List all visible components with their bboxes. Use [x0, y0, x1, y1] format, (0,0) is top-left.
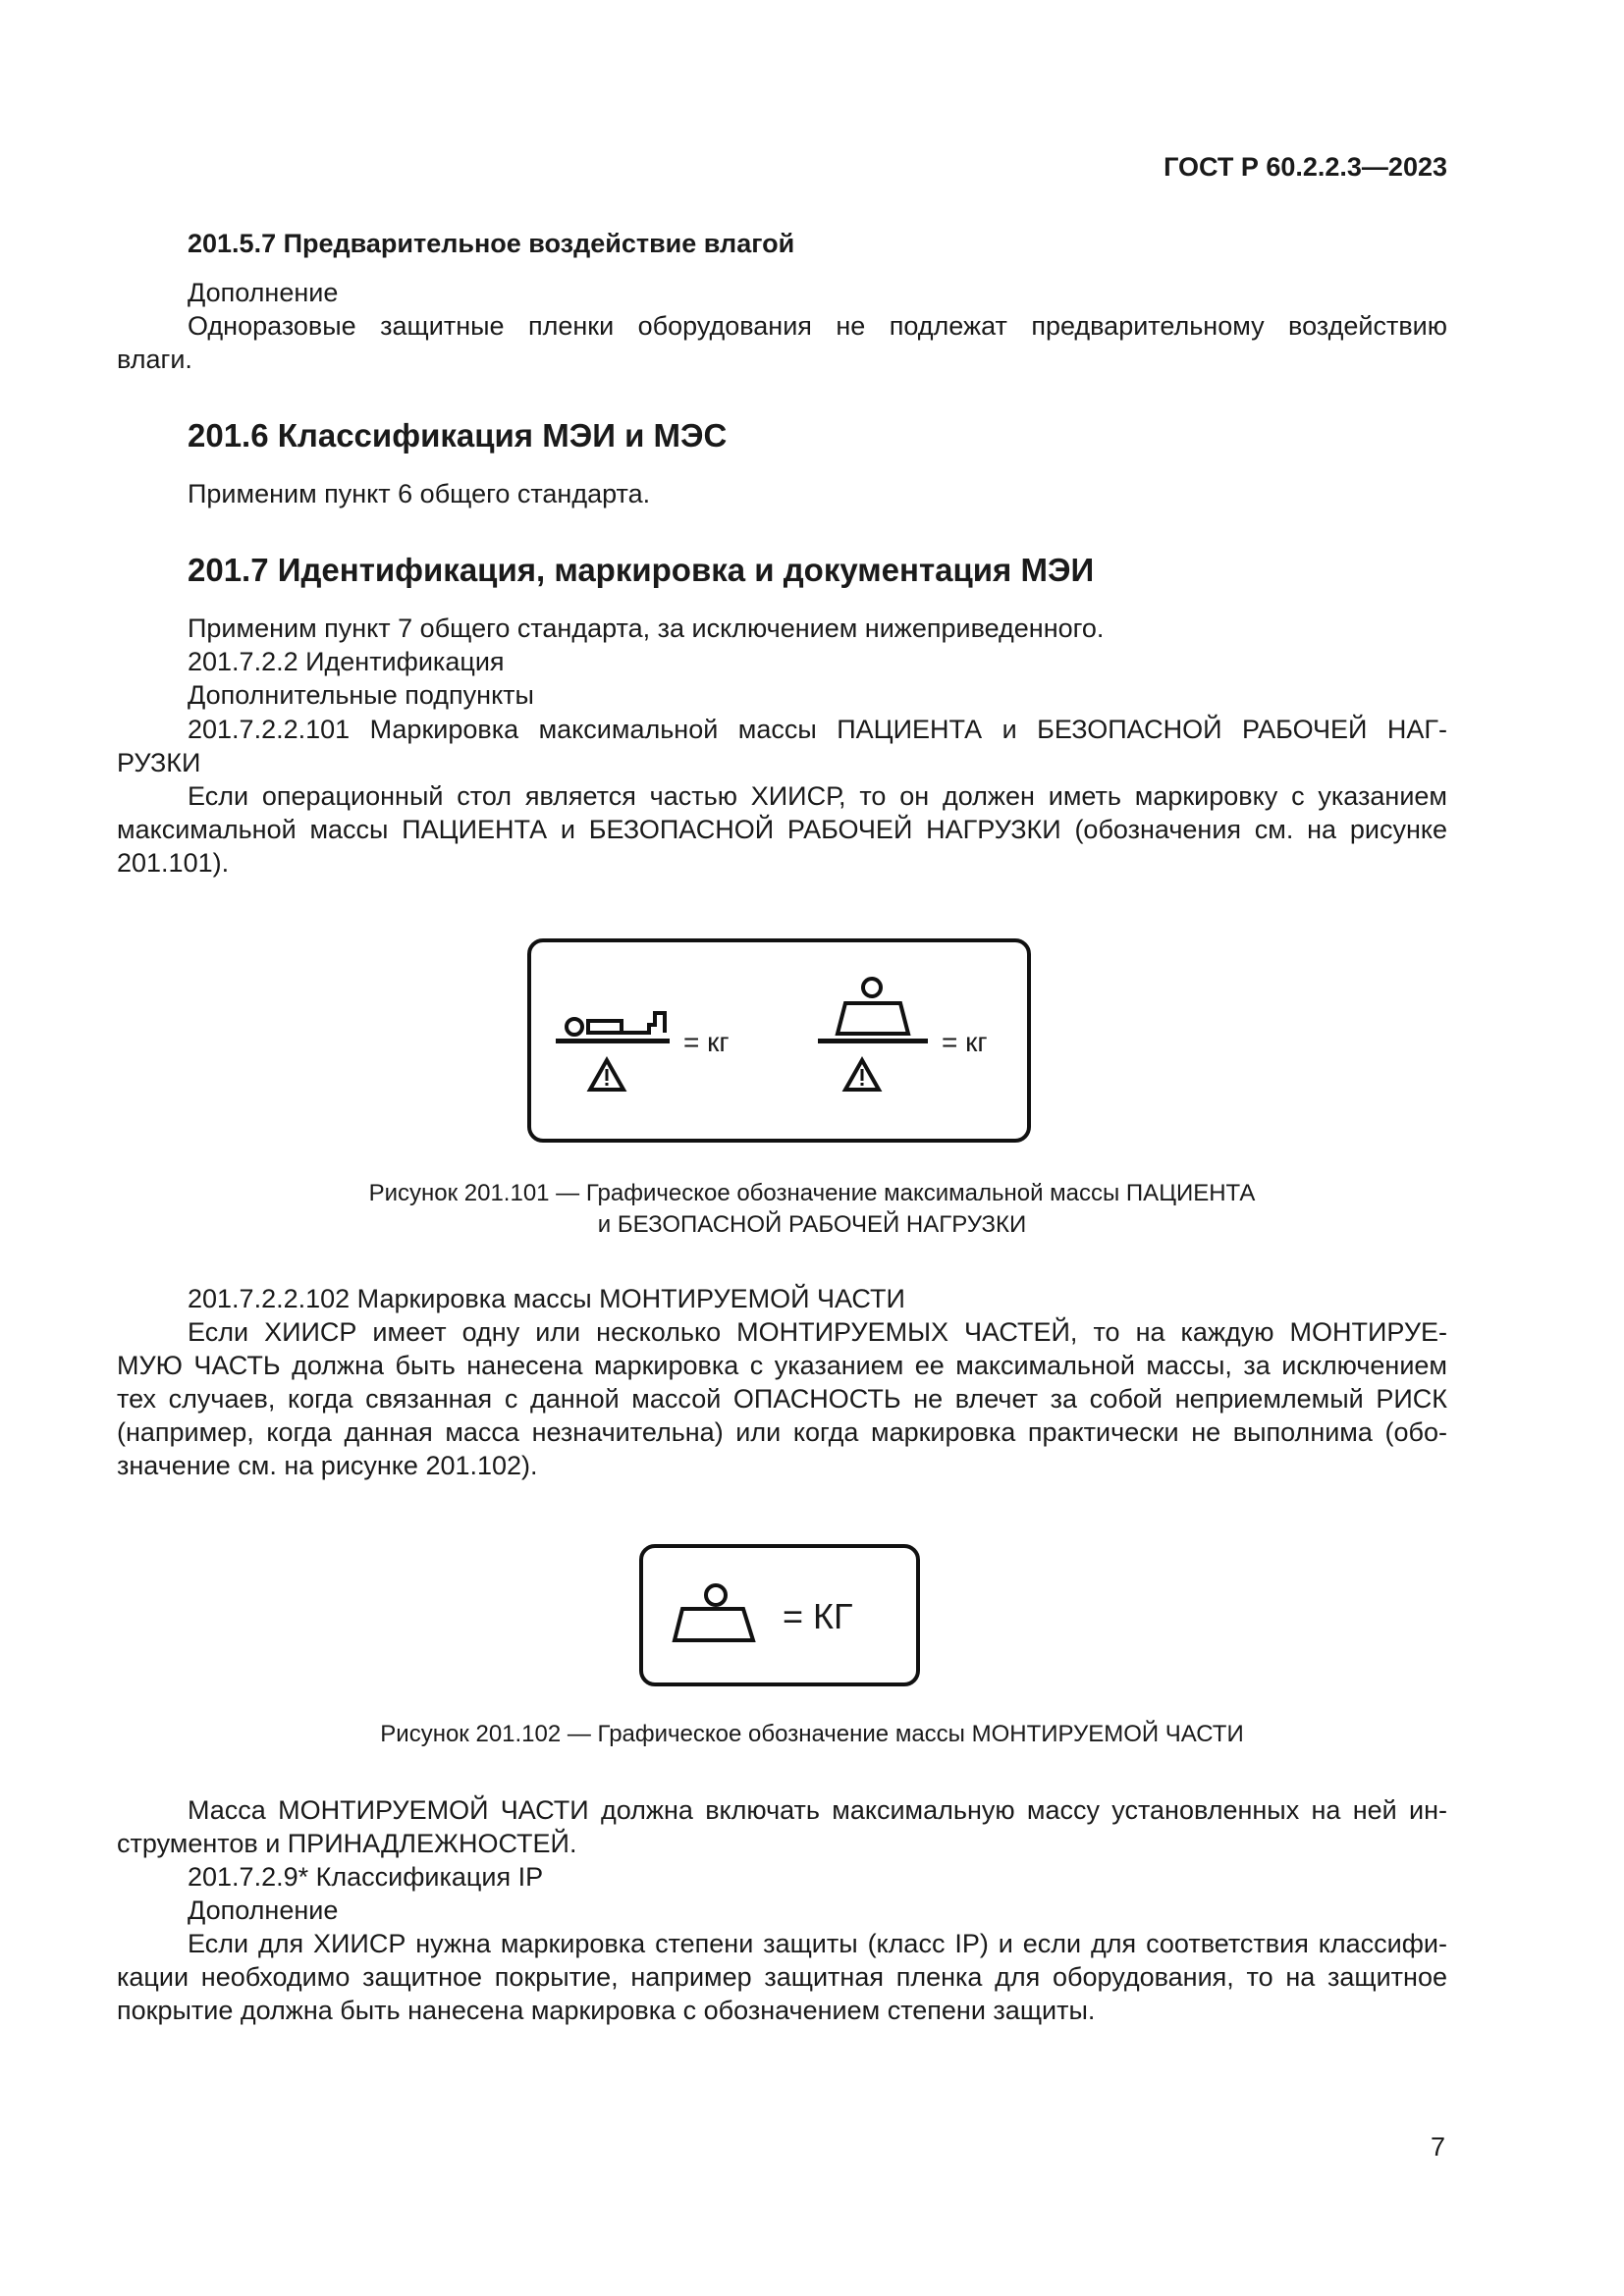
paragraph-line: покрытие должна быть нанесена маркировка с обозначением степени защиты.: [117, 1996, 1096, 2025]
label-supplement: Дополнение: [188, 1896, 339, 1925]
paragraph-line: максимальной массы ПАЦИЕНТА и БЕЗОПАСНОЙ РАБОЧЕЙ НАГРУЗКИ (обозначения см. на рисунке: [117, 815, 1447, 844]
section-heading-201-7: 201.7 Идентификация, маркировка и документация МЭИ: [188, 552, 1095, 588]
unit-label-kg: = КГ: [783, 1596, 853, 1636]
mounted-part-weight-icon: [643, 1548, 916, 1682]
figure-caption: Рисунок 201.102 — Графическое обозначение массы МОНТИРУЕМОЙ ЧАСТИ: [380, 1721, 1244, 1747]
paragraph-line: струментов и ПРИНАДЛЕЖНОСТЕЙ.: [117, 1829, 577, 1858]
paragraph-line: 201.7.2.2.102 Маркировка массы МОНТИРУЕМОЙ ЧАСТИ: [188, 1284, 905, 1313]
paragraph-line: Если операционный стол является частью ХИИСР, то он должен иметь маркировку с указанием: [188, 781, 1447, 811]
paragraph-line: влаги.: [117, 345, 192, 374]
figure-201-102-box: [639, 1544, 920, 1686]
paragraph-line: Масса МОНТИРУЕМОЙ ЧАСТИ должна включать максимальную массу установленных на ней ин-: [188, 1795, 1447, 1825]
paragraph-line: Если для ХИИСР нужна маркировка степени защиты (класс IP) и если для соответствия классифи-: [188, 1929, 1447, 1958]
unit-label-kg: = кг: [683, 1027, 730, 1057]
paragraph-line: Если ХИИСР имеет одну или несколько МОНТИРУЕМЫХ ЧАСТЕЙ, то на каждую МОНТИРУЕ-: [188, 1317, 1447, 1347]
paragraph-line: (например, когда данная масса незначительна) или когда маркировка практически не выполнима (обо-: [117, 1417, 1447, 1447]
paragraph-line: 201.7.2.2.101 Маркировка максимальной массы ПАЦИЕНТА и БЕЗОПАСНОЙ РАБОЧЕЙ НАГ-: [188, 715, 1447, 744]
figure-201-101-box: [527, 938, 1031, 1143]
label-supplement: Дополнение: [188, 278, 339, 307]
paragraph-line: кации необходимо защитное покрытие, например защитная пленка для оборудования, то на защитное: [117, 1962, 1447, 1992]
paragraph-line: тех случаев, когда связанная с данной массой ОПАСНОСТЬ не влечет за собой неприемлемый РИСК: [117, 1384, 1447, 1414]
paragraph-line: МУЮ ЧАСТЬ должна быть нанесена маркировка с указанием ее максимальной массы, за исключением: [117, 1351, 1447, 1380]
paragraph-line: 201.7.2.2 Идентификация: [188, 647, 505, 676]
paragraph-line: Применим пункт 6 общего стандарта.: [188, 479, 651, 508]
figure-caption: и БЕЗОПАСНОЙ РАБОЧЕЙ НАГРУЗКИ: [597, 1211, 1027, 1238]
page-number: 7: [1430, 2132, 1445, 2162]
document-code: ГОСТ Р 60.2.2.3—2023: [1164, 152, 1447, 182]
paragraph-line: 201.101).: [117, 848, 230, 878]
section-heading-201-6: 201.6 Классификация МЭИ и МЭС: [188, 417, 728, 454]
paragraph-line: значение см. на рисунке 201.102).: [117, 1451, 538, 1480]
figure-caption: Рисунок 201.101 — Графическое обозначение максимальной массы ПАЦИЕНТА: [368, 1180, 1256, 1206]
section-title-201-5-7: 201.5.7 Предварительное воздействие влагой: [188, 229, 795, 258]
paragraph-line: Дополнительные подпункты: [188, 680, 534, 710]
paragraph-line: 201.7.2.9* Классификация IP: [188, 1862, 544, 1892]
paragraph-line: Применим пункт 7 общего стандарта, за исключением нижеприведенного.: [188, 614, 1105, 643]
paragraph-line: РУЗКИ: [117, 748, 201, 777]
paragraph-line: Одноразовые защитные пленки оборудования не подлежат предварительному воздействию: [188, 311, 1447, 341]
unit-label-kg: = кг: [942, 1027, 988, 1057]
